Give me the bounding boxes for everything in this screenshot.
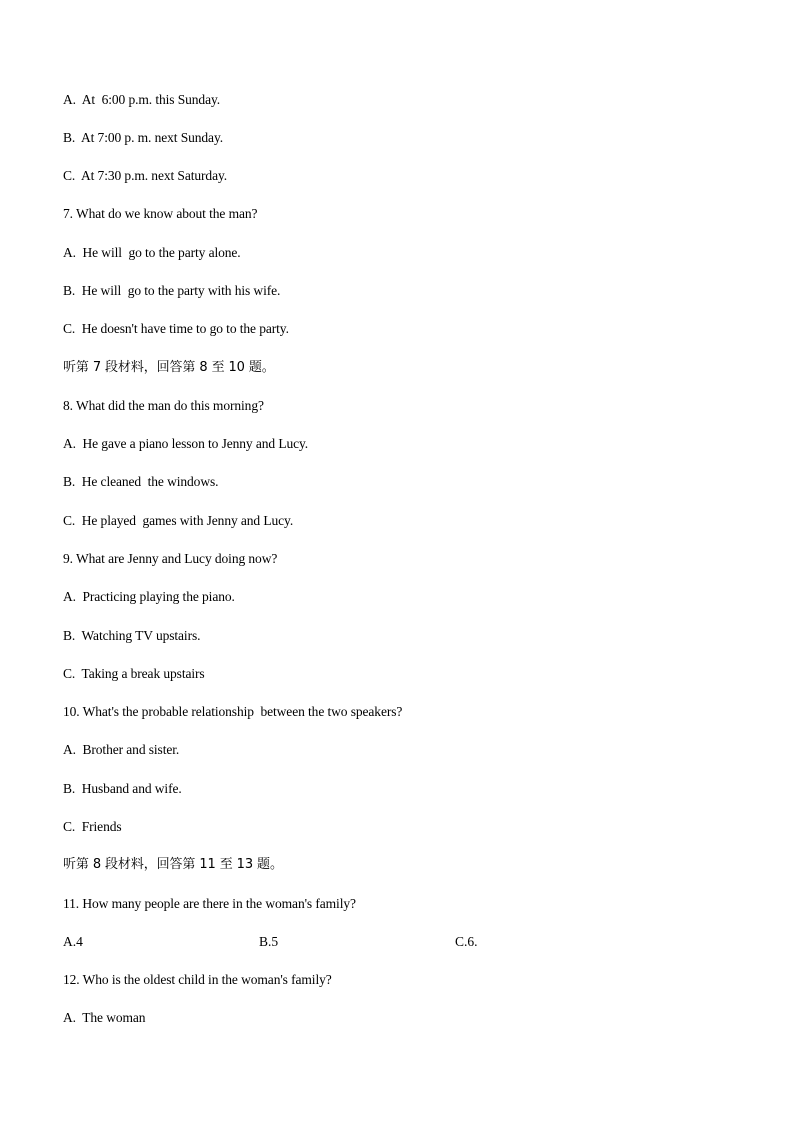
q9-option-c: C. Taking a break upstairs — [63, 666, 205, 681]
q10-option-b: B. Husband and wife. — [63, 781, 182, 796]
q10-option-c: C. Friends — [63, 819, 122, 834]
q7-question: 7. What do we know about the man? — [63, 206, 258, 221]
q8-option-b: B. He cleaned the windows. — [63, 474, 219, 489]
q7-option-b: B. He will go to the party with his wife. — [63, 283, 281, 298]
q11-option-b: B.5 — [259, 934, 279, 949]
q7-option-c: C. He doesn't have time to go to the party. — [63, 321, 289, 336]
q9-option-b: B. Watching TV upstairs. — [63, 628, 201, 643]
q9-question: 9. What are Jenny and Lucy doing now? — [63, 551, 278, 566]
q12-question: 12. Who is the oldest child in the woman's family? — [63, 972, 332, 987]
q11-option-c: C.6. — [455, 934, 478, 949]
q12-option-a: A. The woman — [63, 1010, 146, 1025]
q6-option-a: A. At 6:00 p.m. this Sunday. — [63, 92, 221, 107]
section-heading-8: 听第 8 段材料，回答第 11 至 13 题。 — [63, 857, 283, 872]
section-heading-7: 听第 7 段材料，回答第 8 至 10 题。 — [63, 360, 275, 375]
q8-question: 8. What did the man do this morning? — [63, 398, 264, 413]
q6-option-c: C. At 7:30 p.m. next Saturday. — [63, 168, 228, 183]
q6-option-b: B. At 7:00 p. m. next Sunday. — [63, 130, 224, 145]
q7-option-a: A. He will go to the party alone. — [63, 245, 241, 260]
q10-question: 10. What's the probable relationship between the two speakers? — [63, 704, 403, 719]
q8-option-c: C. He played games with Jenny and Lucy. — [63, 513, 294, 528]
q8-option-a: A. He gave a piano lesson to Jenny and Lucy. — [63, 436, 309, 451]
q9-option-a: A. Practicing playing the piano. — [63, 589, 235, 604]
q11-question: 11. How many people are there in the woman's family? — [63, 896, 356, 911]
q11-options-row — [63, 934, 763, 950]
q10-option-a: A. Brother and sister. — [63, 742, 180, 757]
q11-option-a: A.4 — [63, 934, 83, 949]
